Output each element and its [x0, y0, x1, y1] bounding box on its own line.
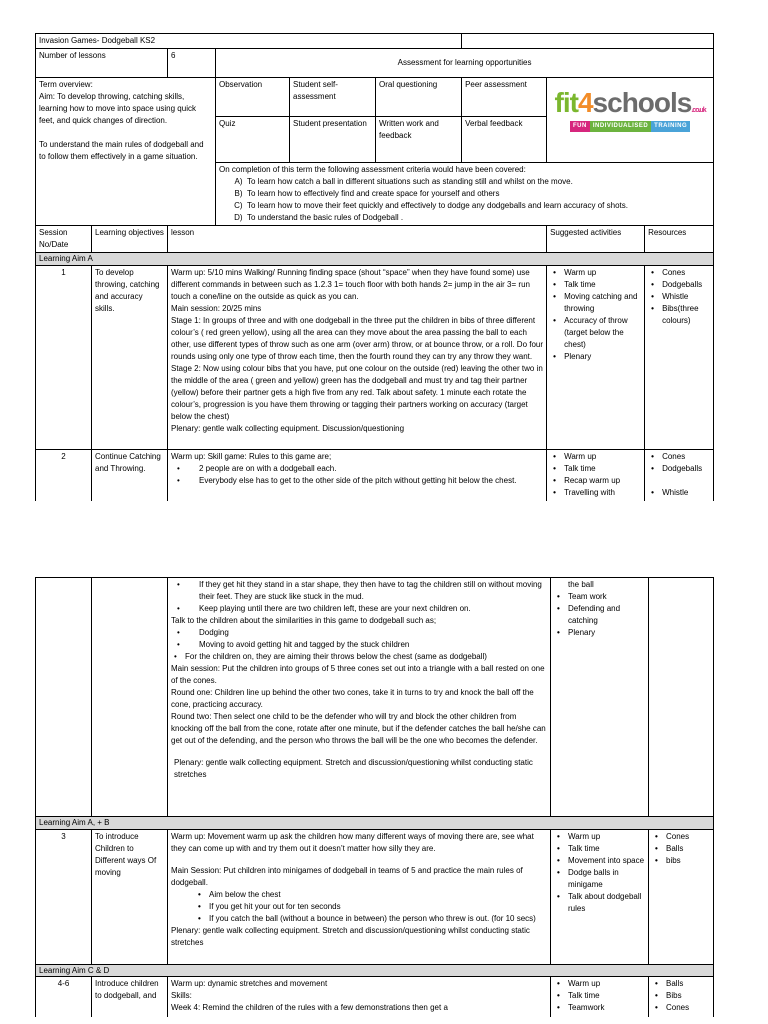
lessons-value: 6 [168, 49, 216, 78]
session-activities: • Warm up • Talk time • Recap warm up • Travelling with [547, 449, 645, 501]
session-resources: • Balls • Bibs • Cones [649, 977, 714, 1017]
fit4schools-logo: fit4schools.co.uk FUN INDIVIDUALISED TRAINING [550, 79, 710, 132]
method-observation: Observation [216, 78, 290, 117]
session-lesson: Warm up: dynamic stretches and movement Skills: Week 4: Remind the children of the rules with a few demonstrations then get a [168, 977, 551, 1017]
page-gap [0, 505, 768, 577]
logo-cell [547, 78, 714, 163]
method-peer: Peer assessment [462, 78, 547, 117]
session-lesson: Warm up: 5/10 mins Walking/ Running finding space (shout “space” when they have found some) use different commands in between such as 1.2.3 1= touch floor with both hands 2= jump in the air 3= run touch a cone/line on the outside as quick as you can. Main session: 20/25 mins Stage 1: In groups of three and with one dodgeball in the three put the children in bibs of three different colour’s ( red green yellow), using all the area can they move about the area passing the ball to each other, use different types of throw such as one arm (over arm) throw, or at bounce throw, or a roll. Do four rounds using only one type of throw each time, then the fourth round they can try any throw they want. Stage 2: Now using colour bibs that you have, put one colour on the outside (red) leaving the other two in the middle of the area ( green and yellow) green has the dodgeball and must try and tag their partner (yellow) before their partner gets a high five from any red. Talk about safety. 1 minute each rotate the colour’s, progression is you have them throwing or tagging their partners working on accuracy (target below the chest) Plenary: gentle walk collecting equipment. Discussion/questioning [168, 265, 547, 449]
header-resources: Resources [645, 226, 714, 253]
session-activities: • Warm up • Talk time • Moving catching and throwing • Accuracy of throw (target below the chest) • Plenary [547, 265, 645, 449]
session-number: 4-6 [36, 977, 92, 1017]
criteria-item: A. To learn how catch a ball in different situations such as standing still and whilst on the move. [247, 176, 710, 188]
aim-text-2: To understand the main rules of dodgeball and to follow them effectively in a game situation. [39, 140, 204, 161]
criteria-item: D. To understand the basic rules of Dodgeball . [247, 212, 710, 224]
learning-aim-a: Learning Aim A [36, 253, 714, 266]
session-number: 1 [36, 265, 92, 449]
header-session: Session No/Date [36, 226, 92, 253]
page-2 [35, 577, 713, 1017]
header-activities: Suggested activities [547, 226, 645, 253]
lesson-plan-table [35, 33, 714, 501]
session-lesson: Warm up: Skill game: Rules to this game are; • 2 people are on with a dodgeball each. • Everybody else has to get to the other side of the pitch without getting hit below the chest. [168, 449, 547, 501]
session-number: 3 [36, 829, 92, 964]
method-written: Written work and feedback [376, 117, 462, 163]
lesson-plan-table-continued [35, 577, 714, 1017]
session-objective: Continue Catching and Throwing. [92, 449, 168, 501]
session-objective: Introduce children to dodgeball, and [92, 977, 168, 1017]
criteria-item: C. To learn how to move their feet quickly and effectively to dodge any dodgeballs and learn accuracy of shots. [247, 200, 710, 212]
learning-aim-cd: Learning Aim C & D [36, 964, 714, 977]
method-self-assessment: Student self-assessment [290, 78, 376, 117]
header-lesson: lesson [168, 226, 547, 253]
session-number: 2 [36, 449, 92, 501]
method-quiz: Quiz [216, 117, 290, 163]
session-resources: • Cones • Dodgeballs • Whistle [645, 449, 714, 501]
method-verbal: Verbal feedback [462, 117, 547, 163]
session-objective: To introduce Children to Different ways Of moving [92, 829, 168, 964]
method-oral: Oral questioning [376, 78, 462, 117]
aim-text: Aim: To develop throwing, catching skills, learning how to move into space using quick feet, and quick changes of direction. [39, 92, 196, 125]
assessment-criteria: On completion of this term the following assessment criteria would have been covered: A. To learn how catch a ball in different situations such as standing still and whilst on the move. B. To learn how to effectively find and create space for yourself and others C. To learn how to move their feet quickly and effectively to dodge any dodgeballs and learn accuracy of shots. D. To understand the basic rules of Dodgeball . [216, 163, 714, 226]
plan-title: Invasion Games- Dodgeball KS2 [36, 34, 462, 49]
method-presentation: Student presentation [290, 117, 376, 163]
session-activities: the ball • Team work • Defending and catching • Plenary [551, 578, 649, 817]
afl-heading: Assessment for learning opportunities [216, 49, 714, 78]
session-activities: • Warm up • Talk time • Movement into space • Dodge balls in minigame • Talk about dodgeball rules [551, 829, 649, 964]
lessons-label: Number of lessons [36, 49, 168, 78]
term-overview: Term overview: Aim: To develop throwing, catching skills, learning how to move into space using quick feet, and quick changes of direction. To understand the main rules of dodgeball and to follow them effectively in a game situation. [36, 78, 216, 226]
session-resources: • Cones • Dodgeballs • Whistle • Bibs(three colours) [645, 265, 714, 449]
learning-aim-ab: Learning Aim A, + B [36, 817, 714, 830]
session-lesson-continued: • If they get hit they stand in a star shape, they then have to tag the children still on without moving their feet. They are stuck like stuck in the mud. • Keep playing until there are two children left, these are your next children on. Talk to the children about the similarities in this game to dodgeball such as; • Dodging • Moving to avoid getting hit and tagged by the stuck children • For the children on, they are aiming their throws below the chest (same as dodgeball) Main session: Put the children into groups of 5 three cones set out into a triangle with a ball rested on one of the cones. Round one: Children line up behind the other two cones, take it in turns to try and knock the ball off the cone, practicing accuracy. Round two: Then select one child to be the defender who will try and block the other children from knocking off the ball from the cone, rotate after one minute, but if the defender catches the ball he/she can get out of the defending, and the person who throws the ball will be the one who becomes the defender. Plenary: gentle walk collecting equipment. Stretch and discussion/questioning whilst conducting static stretches [168, 578, 551, 817]
session-lesson: Warm up: Movement warm up ask the children how many different ways of moving there are, see what they can come up with and try them out it doesn’t matter how silly they are. Main Session: Put children into minigames of dodgeball in teams of 5 and practice the main rules of dodgeball. • Aim below the chest • If you get hit your out for ten seconds • If you catch the ball (without a bounce in between) the person who threw is out. (for 10 secs) Plenary: gentle walk collecting equipment. Stretch and discussion/questioning whilst conducting static stretches [168, 829, 551, 964]
header-objectives: Learning objectives [92, 226, 168, 253]
criteria-item: B. To learn how to effectively find and create space for yourself and others [247, 188, 710, 200]
session-activities: • Warm up • Talk time • Teamwork [551, 977, 649, 1017]
page-1 [35, 33, 713, 501]
session-objective: To develop throwing, catching and accuracy skills. [92, 265, 168, 449]
session-resources: • Cones • Balls • bibs [649, 829, 714, 964]
